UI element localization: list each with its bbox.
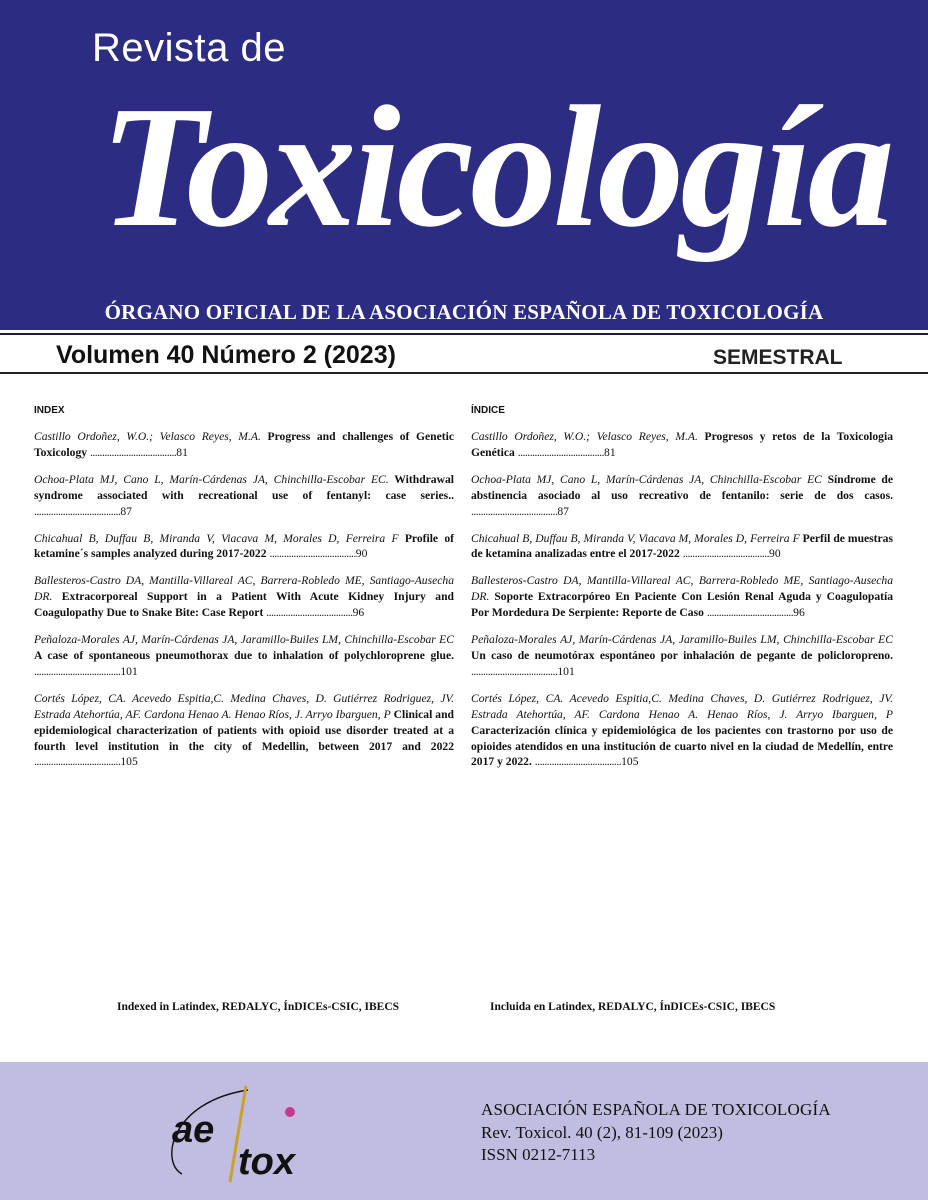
index-entry bbox=[34, 632, 454, 680]
entry-authors: Peñaloza-Morales AJ, Marín-Cárdenas JA, Jaramillo-Builes LM, Chinchilla-Escobar EC bbox=[471, 633, 893, 647]
official-organ-line: ÓRGANO OFICIAL DE LA ASOCIACIÓN ESPAÑOLA DE TOXICOLOGÍA bbox=[104, 300, 824, 324]
entry-authors: Ballesteros-Castro DA, Mantilla-Villareal AC, Barrera-Robledo ME, Santiago-Ausecha DR. bbox=[471, 574, 893, 604]
entry-authors: Castillo Ordoñez, W.O.; Velasco Reyes, M.A. bbox=[471, 430, 698, 443]
entry-authors: Ochoa-Plata MJ, Cano L, Marín-Cárdenas JA, Chinchilla-Escobar EC. bbox=[34, 472, 389, 486]
entry-leader-dots: .................................... bbox=[269, 547, 356, 561]
entry-page: 105 bbox=[621, 755, 639, 769]
entry-page: 101 bbox=[120, 664, 138, 678]
entry-title: Extracorporeal Support in a Patient With Acute Kidney Injury and Coagulopathy Due to Snake Bite: Case Report bbox=[34, 590, 454, 620]
entry-authors: Peñaloza-Morales AJ, Marín-Cárdenas JA, Jaramillo-Builes LM, Chinchilla-Escobar EC bbox=[34, 633, 454, 647]
entry-page: 101 bbox=[557, 664, 575, 678]
entry-page: 81 bbox=[604, 445, 616, 459]
entry-title: Profile of ketamine´s samples analyzed during 2017-2022 bbox=[34, 531, 454, 561]
entry-page: 96 bbox=[793, 606, 805, 620]
entry-page: 96 bbox=[352, 606, 365, 620]
index-entry bbox=[34, 691, 454, 771]
entry-leader-dots: .................................... bbox=[471, 664, 558, 678]
entry-authors: Ochoa-Plata MJ, Cano L, Marín-Cárdenas JA, Chinchilla-Escobar EC bbox=[471, 472, 822, 486]
publication-frequency: SEMESTRAL bbox=[713, 346, 843, 369]
entry-title: Progresos y retos de la Toxicologia Genética bbox=[471, 430, 893, 459]
entry-title: Withdrawal syndrome associated with recreational use of fentanyl: case series.. bbox=[34, 472, 454, 502]
entry-authors: Chicahual B, Duffau B, Miranda V, Viacava M, Morales D, Ferreira F bbox=[471, 531, 800, 545]
entry-authors: Chicahual B, Duffau B, Miranda V, Viacava M, Morales D, Ferreira F bbox=[34, 531, 399, 545]
index-spanish bbox=[471, 405, 893, 781]
aetox-logo bbox=[160, 1082, 320, 1186]
index-entry bbox=[34, 531, 454, 563]
index-entry bbox=[471, 472, 893, 520]
entry-leader-dots: .................................... bbox=[534, 755, 622, 769]
entry-leader-dots: .................................... bbox=[34, 664, 121, 678]
entry-page: 90 bbox=[355, 547, 368, 561]
entry-authors: Cortés López, CA. Acevedo Espitia,C. Medina Chaves, D. Gutiérrez Rodriguez, JV. Estrada Atehortúa, AF. Cardona Henao A. Henao Ríos, J. Arryo Ibarguen, P bbox=[471, 691, 893, 721]
logo-dot bbox=[285, 1107, 295, 1117]
entry-leader-dots: .................................... bbox=[89, 445, 177, 459]
entry-leader-dots: .................................... bbox=[34, 504, 121, 518]
entry-leader-dots: .................................... bbox=[34, 755, 121, 769]
index-entry bbox=[471, 632, 893, 680]
entry-authors: Ballesteros-Castro DA, Mantilla-Villareal AC, Barrera-Robledo ME, Santiago-Ausecha DR. bbox=[34, 574, 454, 604]
index-entry bbox=[471, 573, 893, 621]
index-entry bbox=[34, 472, 454, 520]
entry-leader-dots: .................................... bbox=[706, 606, 794, 620]
entry-page: 87 bbox=[557, 504, 569, 518]
divider-top bbox=[0, 333, 928, 335]
entry-authors: Castillo Ordoñez, W.O.; Velasco Reyes, M.A. bbox=[34, 430, 261, 443]
entry-title: Síndrome de abstinencia asociado al uso recreativo de fentanilo: serie de dos casos. bbox=[471, 472, 894, 502]
divider-bottom bbox=[0, 372, 928, 374]
journal-title: Toxicología bbox=[100, 70, 891, 263]
entry-leader-dots: .................................... bbox=[471, 504, 558, 518]
logo-ae: ae bbox=[172, 1109, 215, 1151]
entry-page: 105 bbox=[120, 755, 138, 769]
entry-page: 81 bbox=[176, 445, 188, 459]
entry-page: 90 bbox=[769, 547, 781, 561]
entry-title: Un caso de neumotórax espontáneo por inhalación de pegante de policloropreno. bbox=[471, 648, 893, 662]
entry-leader-dots: .................................... bbox=[682, 547, 770, 561]
entry-title: Progress and challenges of Genetic Toxicology bbox=[34, 430, 455, 459]
issn: ISSN 0212-7113 bbox=[481, 1145, 596, 1164]
association-name: ASOCIACIÓN ESPAÑOLA DE TOXICOLOGÍA bbox=[481, 1100, 831, 1119]
footer-band bbox=[0, 1062, 928, 1200]
entry-leader-dots: .................................... bbox=[266, 606, 353, 620]
entry-page: 87 bbox=[120, 504, 132, 518]
index-title: INDEX bbox=[34, 405, 65, 416]
indexed-in-spanish: Incluida en Latindex, REDALYC, ÍnDICEs-CSIC, IBECS bbox=[490, 1001, 776, 1013]
indexed-in-english: Indexed in Latindex, REDALYC, ÍnDICEs-CSIC, IBECS bbox=[117, 1001, 400, 1013]
entry-title: Clinical and epidemiological characterization of patients with opioid use disorder treated at a fourth level institution in the city of Medellin, between 2017 and 2022 bbox=[34, 707, 454, 753]
entry-title: Caracterización clínica y epidemiológica de los pacientes con trastorno por uso de opioides atendidos en una institución de cuarto nivel en la ciudad de Medellín, entre 2017 y 2022. bbox=[471, 723, 893, 769]
index-entry bbox=[34, 573, 454, 621]
entry-authors: Cortés López, CA. Acevedo Espitia,C. Medina Chaves, D. Gutiérrez Rodriguez, JV. Estrada Atehortúa, AF. Cardona Henao A. Henao Ríos, J. Arryo Ibarguen, P bbox=[34, 691, 454, 721]
volume-issue: Volumen 40 Número 2 (2023) bbox=[56, 341, 396, 369]
logo-tox: tox bbox=[238, 1141, 295, 1183]
index-entry bbox=[34, 429, 454, 461]
journal-citation: Rev. Toxicol. 40 (2), 81-109 (2023) bbox=[481, 1123, 723, 1142]
index-entry bbox=[471, 691, 893, 771]
entry-title: Perfil de muestras de ketamina analizadas entre el 2017-2022 bbox=[471, 531, 893, 561]
journal-prefix: Revista de bbox=[92, 26, 286, 70]
entry-leader-dots: .................................... bbox=[517, 445, 605, 459]
index-title: ÍNDICE bbox=[471, 405, 505, 416]
entry-title: A case of spontaneous pneumothorax due to inhalation of polychloroprene glue. bbox=[34, 648, 454, 662]
index-entry bbox=[471, 429, 893, 461]
journal-header bbox=[0, 0, 928, 330]
index-english bbox=[34, 405, 454, 781]
index-entry bbox=[471, 531, 893, 563]
entry-title: Soporte Extracorpóreo En Paciente Con Lesión Renal Aguda y Coagulopatía Por Mordedura De Serpiente: Reporte de Caso bbox=[471, 590, 893, 620]
